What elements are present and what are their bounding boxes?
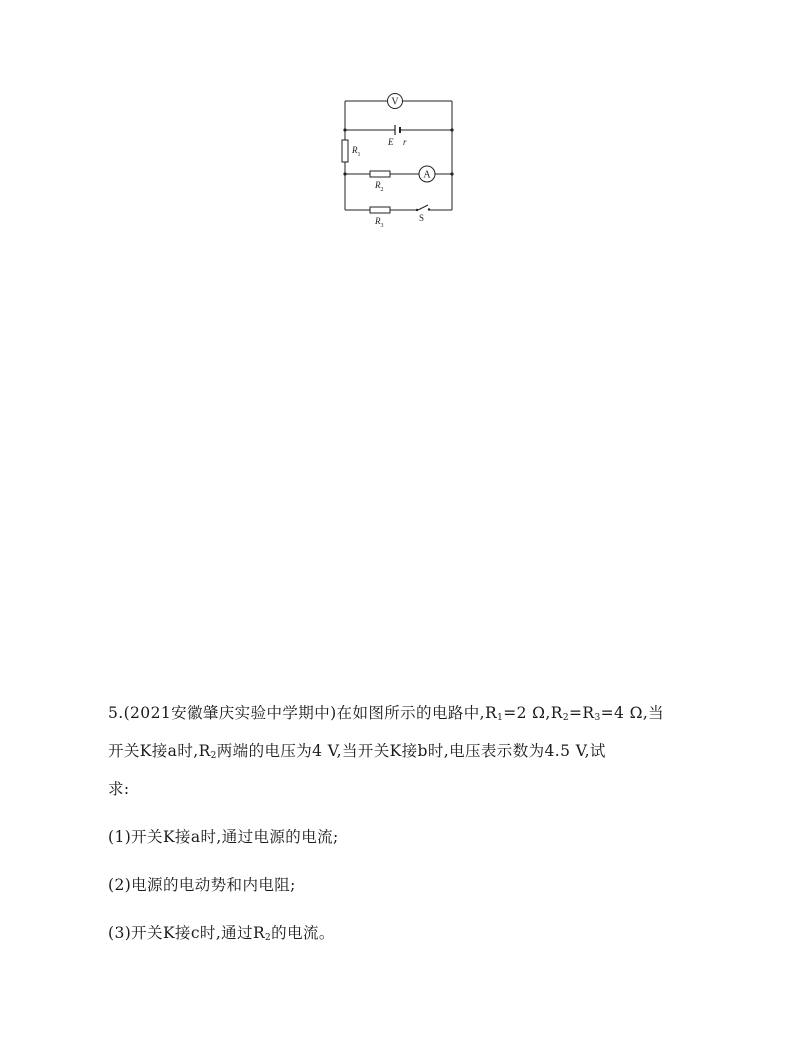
junction-dot xyxy=(450,172,453,175)
resistor-r3 xyxy=(370,207,390,213)
battery-emf-label: E xyxy=(388,137,394,147)
circuit-svg xyxy=(330,88,470,238)
junction-dot xyxy=(343,128,346,131)
junction-dot xyxy=(450,128,453,131)
problem-number: 5. xyxy=(108,704,124,722)
r1-symbol: R xyxy=(484,704,498,722)
question-2: (2)电源的电动势和内电阻; xyxy=(108,876,296,894)
battery-resistance-label: r xyxy=(403,137,407,147)
switch-contact xyxy=(416,209,418,211)
resistor-r1 xyxy=(342,140,348,162)
r1-label: $R_1$ xyxy=(352,145,361,158)
r3-label: $R_3$ xyxy=(375,216,384,229)
question-3: (3)开关K接c时,通过$R_2$的电流。 xyxy=(108,924,335,943)
problem-5 xyxy=(108,698,668,956)
r3-symbol: R xyxy=(582,704,595,722)
problem-line-2: 开关K接a时$,R_2$两端的电压为4 V,当开关K接b时,电压表示数为4.5 V,试 xyxy=(108,742,606,761)
r2-label: $R_2$ xyxy=(375,180,384,193)
switch-lever xyxy=(418,205,428,210)
problem-line-3: 求: xyxy=(108,780,130,798)
resistor-r2 xyxy=(370,171,390,177)
problem-line-1: 5.(2021安徽肇庆实验中学期中)在如图所示的电路中$,R_1=2$ $\Omega,R_2=R_3=4$ Ω,当 xyxy=(108,704,665,723)
circuit-diagram xyxy=(330,88,470,238)
r2-symbol: R xyxy=(550,704,563,722)
voltmeter-label: V xyxy=(391,96,399,108)
junction-dot xyxy=(343,172,346,175)
ammeter-label: A xyxy=(423,169,431,181)
problem-source: (2021安徽肇庆实验中学期中) xyxy=(123,704,337,722)
switch-contact xyxy=(428,208,430,210)
switch-label: S xyxy=(419,213,425,223)
question-1: (1)开关K接a时,通过电源的电流; xyxy=(108,828,339,846)
